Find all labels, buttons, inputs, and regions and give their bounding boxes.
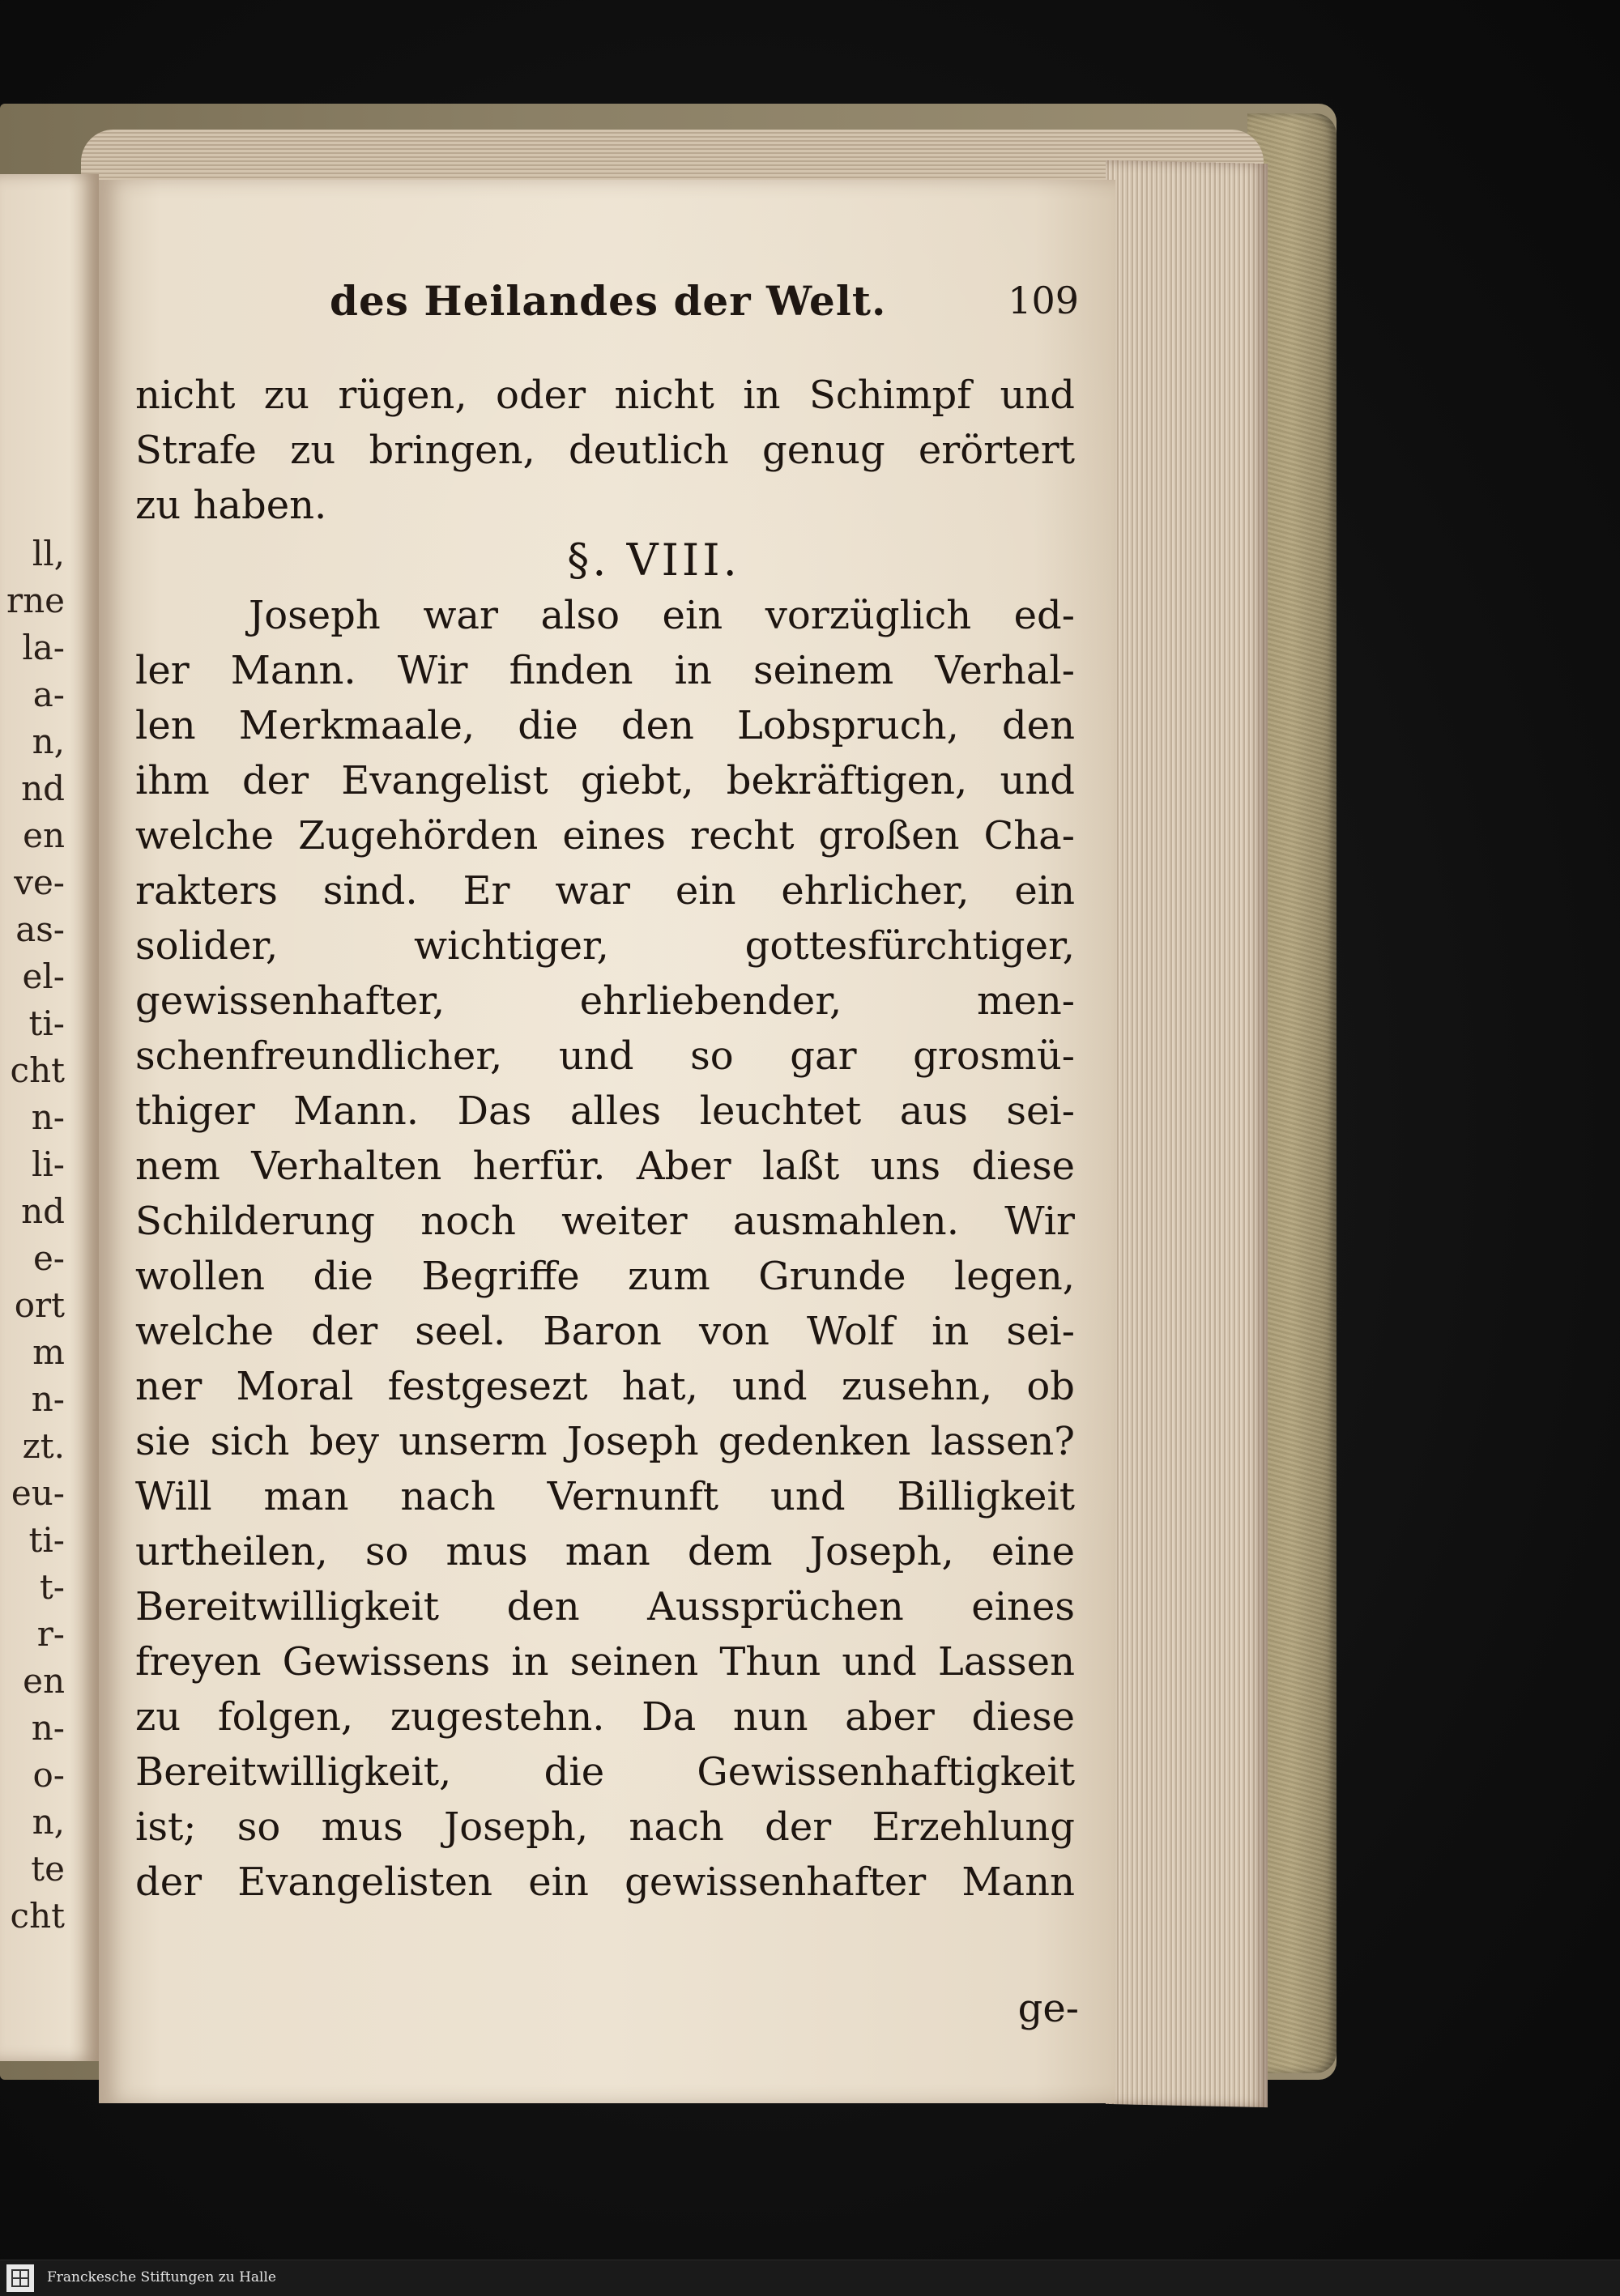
left-page-fragment: cht <box>10 1050 65 1090</box>
left-page-fragment: o- <box>32 1755 65 1795</box>
left-page-fragment: t- <box>39 1567 65 1607</box>
text-line: ler Mann. Wir finden in seinem Verhal- <box>135 648 1075 693</box>
text-line: Joseph war also ein vorzüglich ed- <box>249 593 1075 638</box>
left-page-fragment: m <box>32 1332 65 1372</box>
left-page-fragment: rne <box>6 581 65 620</box>
text-line: der Evangelisten ein gewissenhafter Mann <box>135 1859 1075 1905</box>
left-page-fragment: n- <box>31 1708 65 1748</box>
text-line: rakters sind. Er war ein ehrlicher, ein <box>135 868 1075 914</box>
left-page-fragment: en <box>23 816 65 855</box>
left-page-fragment: ve- <box>14 863 65 902</box>
left-page-fragment: ort <box>14 1285 65 1325</box>
left-page-fragment: r- <box>36 1614 65 1654</box>
text-line: len Merkmaale, die den Lobspruch, den <box>135 703 1075 748</box>
text-line: Bereitwilligkeit den Aussprüchen eines <box>135 1584 1075 1629</box>
left-page-fragment: as- <box>15 909 65 949</box>
left-page-fragment: te <box>31 1849 65 1889</box>
left-page-fragment: la- <box>22 628 65 667</box>
text-line: welche der seel. Baron von Wolf in sei- <box>135 1309 1075 1354</box>
text-line: zu folgen, zugestehn. Da nun aber diese <box>135 1694 1075 1740</box>
left-page-fragment: n, <box>32 722 65 761</box>
text-line: freyen Gewissens in seinen Thun und Lassen <box>135 1639 1075 1685</box>
left-page-fragment: ti- <box>28 1520 65 1560</box>
left-page-fragment: ll, <box>32 534 65 573</box>
text-line: Schilderung noch weiter ausmahlen. Wir <box>135 1199 1075 1244</box>
left-page-fragment: en <box>23 1661 65 1701</box>
left-page-fragment: eu- <box>11 1473 65 1513</box>
left-page-fragment: nd <box>21 769 65 808</box>
text-line: solider, wichtiger, gottesfürchtiger, <box>135 923 1075 969</box>
left-page-fragment: li- <box>31 1144 65 1184</box>
left-page-fragment: n, <box>32 1802 65 1842</box>
left-page-fragment: e- <box>32 1238 65 1278</box>
running-head: des Heilandes der Welt. <box>330 277 887 325</box>
left-page <box>0 174 99 2061</box>
text-line: welche Zugehörden eines recht großen Cha- <box>135 813 1075 858</box>
left-page-fragment: nd <box>21 1191 65 1231</box>
left-page-fragment: n- <box>31 1097 65 1137</box>
text-line: zu haben. <box>135 483 327 528</box>
text-line: ihm der Evangelist giebt, bekräftigen, und <box>135 758 1075 803</box>
text-line: Strafe zu bringen, deutlich genug erörtert <box>135 428 1075 473</box>
text-line: ist; so mus Joseph, nach der Erzehlung <box>135 1804 1075 1850</box>
footer-institution-text: Franckesche Stiftungen zu Halle <box>47 2269 276 2285</box>
left-page-fragment: a- <box>32 675 65 714</box>
text-line: sie sich bey unserm Joseph gedenken lassen? <box>135 1419 1075 1464</box>
text-line: nicht zu rügen, oder nicht in Schimpf und <box>135 373 1075 418</box>
text-line: thiger Mann. Das alles leuchtet aus sei- <box>135 1088 1075 1134</box>
left-page-fragment: el- <box>22 956 65 996</box>
left-page-fragment: zt. <box>22 1426 65 1466</box>
text-line: Bereitwilligkeit, die Gewissenhaftigkeit <box>135 1749 1075 1795</box>
page-block-fore-edge <box>1106 160 1268 2107</box>
text-line: schenfreundlicher, und so gar grosmü- <box>135 1033 1075 1079</box>
footer-bar <box>0 2260 1620 2296</box>
left-page-fragment: n- <box>31 1379 65 1419</box>
page-block-top-edge <box>81 130 1264 186</box>
left-page-text-fragments <box>0 530 65 1940</box>
page-number: 109 <box>1008 279 1079 322</box>
institution-logo-icon <box>6 2264 34 2292</box>
text-line: ner Moral festgesezt hat, und zusehn, ob <box>135 1364 1075 1409</box>
page-text-body <box>135 368 1075 1910</box>
text-line: §. VIII. <box>567 535 740 586</box>
text-line: gewissenhafter, ehrliebender, men- <box>135 978 1075 1024</box>
text-line: Will man nach Vernunft und Billigkeit <box>135 1474 1075 1519</box>
left-page-fragment: cht <box>10 1896 65 1936</box>
text-line: wollen die Begriffe zum Grunde legen, <box>135 1254 1075 1299</box>
text-line: urtheilen, so mus man dem Joseph, eine <box>135 1529 1075 1574</box>
text-line: nem Verhalten herfür. Aber laßt uns diese <box>135 1144 1075 1189</box>
right-page <box>99 180 1115 2103</box>
left-page-fragment: ti- <box>28 1003 65 1043</box>
catchword: ge- <box>1017 1986 1079 2031</box>
